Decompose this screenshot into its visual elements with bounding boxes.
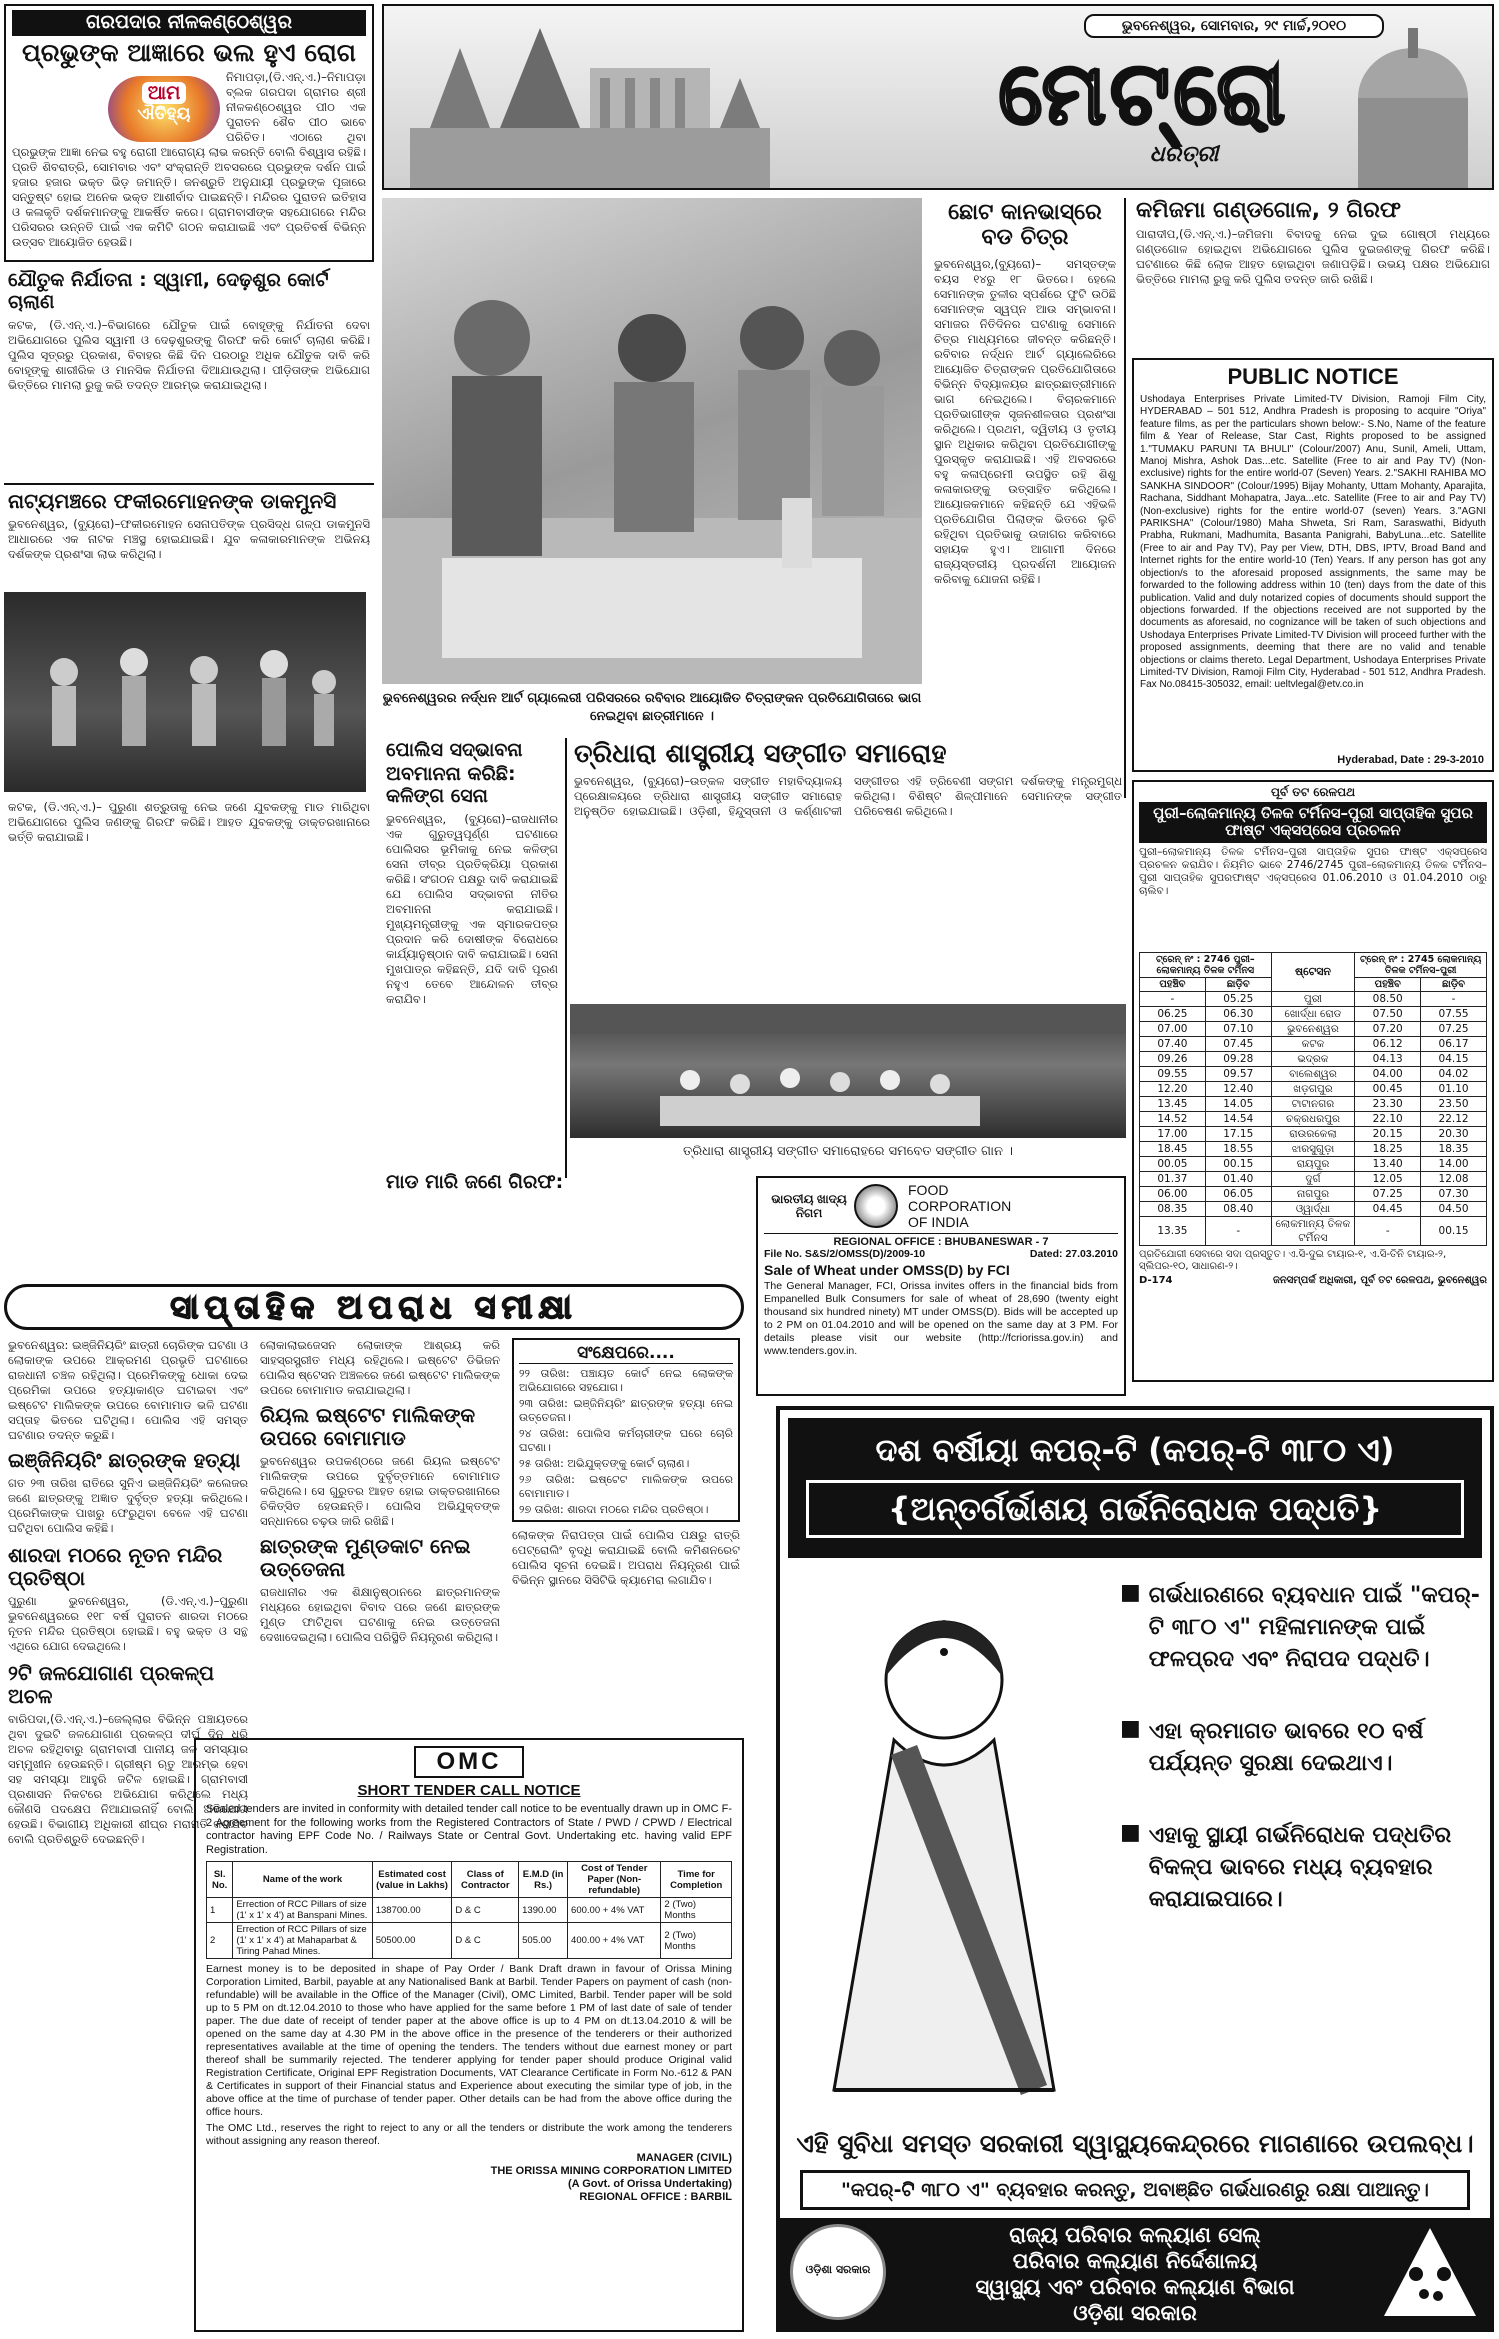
time-cell: 07.45 xyxy=(1205,1036,1271,1051)
story-headline: ଛୋଟ କାନଭାସ୍‌ରେ ବଡ ଚିତ୍ର xyxy=(948,200,1102,251)
notice-body: Ushodaya Enterprises Private Limited-TV Division, Ramoji Film City, HYDERABAD – 501 512, Andhra Pradesh is proposing to acquire "Oriya" feature films, as per the particulars shown below:- S.No, Name of the feature film & Year of Release, Star Cast, Rights proposed to be assigned 1."TUMAKU PARUNI TA BHULI" (Colour/2007) Anu, Sunil, Ameli, Uttam, Manoj Mishra, Ashok Das...etc. Satellite (Free to air and Pay TV) (Non-exclusive) rights for the entire world-07 (Seven) Years. 2."SAKHI RAHIBA MO SANKHA SINDOOR" (Colour/1995) Bijay Mohanty, Uttam Mohanty, Aparajita, Rachana, Siddhant Mohapatra, Jaya...etc. Satellite (Free to air and Pay TV) (Non-exclusive) rights for the entire world-07 (seven) Years. 3."AGNI PARIKSHA" (Colour/1980) Maha Shweta, Sri Ram, Saraswathi, Bidyuth Prabha, Rukmani, Madhumita, Basanta Panigrahi, BabyLuna...etc. Satellite (Free to air and Pay TV), Pay per View, DTH, DBS, IPTV, Broad Band and Internet rights for the entire world-10 (Ten) Years. If any person has got any objection/s to the aforesaid proposed assignments, the same may be forwarded to the following address within 10 (ten) days from the date of this publication. Valid and duly notarized copies of documents should support the objections forwarded. If the objections received are not supported by the documents as aforesaid, no cognizance will be taken of such objections and Ushodaya Enterprises Private Limited-TV Division will proceed further with the proposed assignments, deeming that there are no valid and tenable objections or claims thereto. Legal Department, Ushodaya Enterprises Private Limited-TV Division, Ramoji Film City, Hyderabad - 501 512, Andhra Pradesh. Fax No.08415-305032, email: ueltvlegal@etv.co.in xyxy=(1140,394,1486,691)
station-cell: ଓ୍ୱାର୍ଦ୍ଧା xyxy=(1271,1201,1355,1216)
story-headline: ଯୌତୁକ ନିର୍ଯାତନା : ସ୍ୱାମୀ, ଦେଢ଼ଶୁର କୋର୍ଟ ଚାଲାଣ xyxy=(8,269,329,313)
brief-item: ୨୬ ତାରିଖ: ଇଷ୍ଟେଟ ମାଲିକଙ୍କ ଉପରେ ବୋମାମାଡ। xyxy=(519,1473,733,1500)
time-cell: 13.35 xyxy=(1140,1216,1206,1245)
story-headline: ନାଟ୍ୟମଞ୍ଚରେ ଫକୀରମୋହନଙ୍କ ଡାକମୁନସି xyxy=(8,489,337,513)
crime-body-1: ଗତ ୨୩ ତାରିଖ ରାତିରେ ସୁନିଏ ଇଞ୍ଜିନିୟରିଂ କଲେଜର ଜଣେ ଛାତ୍ରଙ୍କୁ ଅଜ୍ଞାତ ଦୁର୍ବୃତ୍ତ ହତ୍ୟା କରିଥିଲେ। ପ୍ରେମିକାଙ୍କ ପାଖରୁ ଫେରୁଥିବା ବେଳେ ଏହି ଘଟଣା ଘଟିଥିବା ପୋଲିସ କହିଛି। xyxy=(8,1476,248,1535)
notice-date: Hyderabad, Date : 29-3-2010 xyxy=(1337,754,1484,766)
time-cell: 12.40 xyxy=(1205,1081,1271,1096)
brief-item: ୨୫ ତାରିଖ: ଅଭିଯୁକ୍ତଙ୍କୁ କୋର୍ଟ ଚାଲାଣ। xyxy=(519,1457,690,1470)
train-left-title: ଟ୍ରେନ୍ ନଂ : 2746 ପୁରୀ–ଲୋକମାନ୍ୟ ତିଳକ ଟର୍ମିନସ xyxy=(1140,952,1272,977)
fci-office: REGIONAL OFFICE : BHUBANESWAR - 7 xyxy=(833,1236,1049,1248)
time-cell: 06.12 xyxy=(1355,1036,1421,1051)
crime-sub-3: ୨ଟି ଜଳଯୋଗାଣ ପ୍ରକଳ୍ପ ଅଚଳ xyxy=(8,1661,215,1708)
omc-cell: 50500.00 xyxy=(372,1923,452,1959)
station-cell: ରାୟପୁର xyxy=(1271,1156,1355,1171)
crime-body-3: ବାରିପଦା,(ଡି.ଏନ୍.ଏ.)–ଜେଲ୍ଲାର ବିଭିନ୍ନ ପଞ୍ଚାୟତରେ ଥିବା ଦୁଇଟି ଜଳଯୋଗାଣ ପ୍ରକଳ୍ପ ଦୀର୍ଘ ଦିନ ଧରି ଅଚଳ ରହିଥିବାରୁ ଗ୍ରାମବାସୀ ପାନୀୟ ଜଳ ସମସ୍ୟାର ସମ୍ମୁଖୀନ ହେଉଛନ୍ତି। ଗ୍ରୀଷ୍ମ ଋତୁ ଆରମ୍ଭ ହେବା ସହ ସମସ୍ୟା ଆହୁରି ଜଟିଳ ହୋଇଛି। ଗ୍ରାମବାସୀ ପ୍ରଶାସନ ନିକଟରେ ଅଭିଯୋଗ କରିଥିଲେ ମଧ୍ୟ କୌଣସି ପଦକ୍ଷେପ ନିଆଯାଇନାହିଁ ବୋଲି ଅଭିଯୋଗ ହେଉଛି। ବିଭାଗୀୟ ଅଧିକାରୀ ଶୀଘ୍ର ମରାମତି କରାଯିବ ବୋଲି ପ୍ରତିଶ୍ରୁତି ଦେଇଛନ୍ତି। xyxy=(8,1712,248,1846)
omc-header-cell: Class of Contractor xyxy=(452,1862,519,1898)
timetable-row xyxy=(1140,1126,1487,1141)
omc-table-header xyxy=(207,1862,732,1898)
col-arrival: ପହଞ୍ଚିବ xyxy=(1355,977,1421,991)
fci-org-1: FOOD xyxy=(908,1182,949,1198)
story-body: ନିମାପଡ଼ା,(ଡି.ଏନ୍.ଏ.)–ନିମାପଡ଼ା ବ୍ଲକ ଗରପଦା ଗ୍ରାମର ଶ୍ରୀ ନୀଳକଣ୍ଠେଶ୍ୱର ପୀଠ ଏକ ପୁରାତନ ଶୈବ ପୀଠ ଭାବେ ପରିଚିତ। ଏଠାରେ ଥିବା ପ୍ରଭୁଙ୍କ ଆଜ୍ଞା ନେଇ ବହୁ ରୋଗୀ ଆରୋଗ୍ୟ ଲାଭ କରନ୍ତି ବୋଲି ବିଶ୍ୱାସ ରହିଛି। ପ୍ରତି ଶିବରାତ୍ରି, ସୋମବାର ଏବଂ ସଂକ୍ରାନ୍ତି ଅବସରରେ ପ୍ରଭୁଙ୍କ ଦର୍ଶନ ପାଇଁ ହଜାର ହଜାର ଭକ୍ତ ଭିଡ଼ ଜମାନ୍ତି। ଜନଶ୍ରୁତି ଅନୁଯାୟୀ ପ୍ରଭୁଙ୍କ ପୂଜାରେ ସନ୍ତୁଷ୍ଟ ହୋଇ ଅନେକ ଭକ୍ତ ଆଶୀର୍ବାଦ ପାଇଛନ୍ତି। ମନ୍ଦିରର ପୁରାତନ ଇତିହାସ ଓ କଳାକୃତି ଦର୍ଶକମାନଙ୍କୁ ଆକର୍ଷିତ କରେ। ଗ୍ରାମବାସୀଙ୍କ ସହଯୋଗରେ ମନ୍ଦିର ପରିସରର ଉନ୍ନତି ପାଇଁ ଏକ କମିଟି ଗଠନ କରାଯାଇଛି ଏବଂ ପ୍ରତିବର୍ଷ ବିଭିନ୍ନ ଉତ୍ସବ ଆୟୋଜିତ ହେଉଛି। xyxy=(12,69,366,249)
time-cell: 06.30 xyxy=(1205,1006,1271,1021)
time-cell: 01.40 xyxy=(1205,1171,1271,1186)
time-cell: 17.15 xyxy=(1205,1126,1271,1141)
railway-ref-right: ଜନସମ୍ପର୍କ ଅଧିକାରୀ, ପୂର୍ବ ତଟ ରେଳପଥ, ଭୁବନେଶ୍ୱର xyxy=(1272,1274,1487,1286)
omc-header-cell: Name of the work xyxy=(233,1862,372,1898)
music-concert-photo xyxy=(570,1004,1126,1138)
ad-bullet: ■ ଏହା କ୍ରମାଗତ ଭାବରେ ୧୦ ବର୍ଷ ପର୍ଯ୍ୟନ୍ତ ସୁରକ୍ଷା ଦେଇଥାଏ। xyxy=(1120,1716,1480,1780)
timetable-row xyxy=(1140,1096,1487,1111)
time-cell: 23.50 xyxy=(1421,1096,1487,1111)
railway-kicker: ପୂର୍ବ ତଟ ରେଳପଥ xyxy=(1270,785,1356,799)
story-continued xyxy=(4,798,374,908)
station-cell: ପୁରୀ xyxy=(1271,991,1355,1006)
public-notice xyxy=(1132,358,1494,772)
painting-competition-photo xyxy=(382,198,922,684)
crime-body-2: ପୁରୁଣା ଭୁବନେଶ୍ୱର, (ଡି.ଏନ୍.ଏ.)–ପୁରୁଣା ଭୁବନେଶ୍ୱରରେ ୧୧୮ ବର୍ଷ ପୁରାତନ ଶାରଦା ମଠରେ ନୂତନ ମନ୍ଦିର ପ୍ରତିଷ୍ଠା ହୋଇଛି। ବହୁ ଭକ୍ତ ଓ ସନ୍ଥ ଏଥିରେ ଯୋଗ ଦେଇଥିଲେ। xyxy=(8,1594,248,1653)
station-cell: ଖୋର୍ଦ୍ଧା ରୋଡ xyxy=(1271,1006,1355,1021)
briefs-title: ସଂକ୍ଷେପରେ.... xyxy=(519,1343,733,1364)
station-cell: ଭଦ୍ରକ xyxy=(1271,1051,1355,1066)
ad-headline-2: {ଅନ୍ତର୍ଗର୍ଭାଶୟ ଗର୍ଭନିରୋଧକ ପଦ୍ଧତି} xyxy=(806,1480,1464,1538)
crime-sub-2: ଶାରଦା ମଠରେ ନୂତନ ମନ୍ଦିର ପ୍ରତିଷ୍ଠା xyxy=(8,1543,223,1590)
time-cell: 08.40 xyxy=(1205,1201,1271,1216)
briefs-tail: ଲୋକଙ୍କ ନିରାପତ୍ତା ପାଇଁ ପୋଲିସ ପକ୍ଷରୁ ରାତ୍ରି ପେଟ୍ରୋଲିଂ ବୃଦ୍ଧି କରାଯାଇଛି ବୋଲି କମିଶନରେଟ ପୋଲିସ ସୂଚନା ଦେଇଛି। ଅପରାଧ ନିୟନ୍ତ୍ରଣ ପାଇଁ ବିଭିନ୍ନ ସ୍ଥାନରେ ସିସିଟିଭି କ୍ୟାମେରା ଲଗାଯିବ। xyxy=(512,1528,740,1587)
photo-caption: ତ୍ରିଧାରା ଶାସ୍ତ୍ରୀୟ ସଙ୍ଗୀତ ସମାରୋହରେ ସମବେତ ସଙ୍ଗୀତ ଗାନ । xyxy=(683,1144,1013,1159)
time-cell: 00.15 xyxy=(1205,1156,1271,1171)
timetable-row xyxy=(1140,1141,1487,1156)
woman-illustration xyxy=(794,1590,1094,2110)
omc-cell: 2 (Two) Months xyxy=(661,1923,732,1959)
timetable-row xyxy=(1140,1036,1487,1051)
timetable-row xyxy=(1140,1021,1487,1036)
time-cell: 07.55 xyxy=(1421,1006,1487,1021)
omc-sig-3: (A Govt. of Orissa Undertaking) xyxy=(567,2178,732,2190)
ad-headline-1: ଦଶ ବର୍ଷୀୟା କପର୍-ଟି (କପର୍-ଟି ୩୮୦ ଏ) xyxy=(875,1431,1395,1469)
photo-caption: ଭୁବନେଶ୍ୱରର ନର୍ଦ୍ଧନ ଆର୍ଟ ଗ୍ୟାଲେରୀ ପରିସରରେ ରବିବାର ଆୟୋଜିତ ଚିତ୍ରାଙ୍କନ ପ୍ରତିଯୋଗିତାରେ ଭାଗ ନେଇଥିବା ଛାତ୍ରୀମାନେ । xyxy=(382,691,922,724)
masthead xyxy=(382,4,1494,190)
singers xyxy=(570,1004,1126,1138)
time-cell: 06.17 xyxy=(1421,1036,1487,1051)
omc-cell: 400.00 + 4% VAT xyxy=(568,1923,661,1959)
crime-banner-text: ସାପ୍ତାହିକ ଅପରାଧ ସମୀକ୍ଷା xyxy=(170,1288,578,1326)
timetable-row xyxy=(1140,1171,1487,1186)
omc-table-row xyxy=(207,1923,732,1959)
dateline: ଭୁବନେଶ୍ୱର, ସୋମବାର, ୨୯ ମାର୍ଚ୍ଚ,୨୦୧୦ xyxy=(1084,14,1384,38)
state-seal-icon: ଓଡ଼ିଶା ସରକାର xyxy=(790,2224,886,2320)
omc-header-cell: Estimated cost (value in Lakhs) xyxy=(372,1862,452,1898)
omc-sig-1: MANAGER (CIVIL) xyxy=(636,2152,732,2164)
time-cell: - xyxy=(1140,991,1206,1006)
time-cell: 14.05 xyxy=(1205,1096,1271,1111)
time-cell: 04.15 xyxy=(1421,1051,1487,1066)
timetable-body xyxy=(1140,991,1487,1245)
time-cell: 18.35 xyxy=(1421,1141,1487,1156)
story-body: କଟକ, (ଡି.ଏନ୍.ଏ.)–ବିଭାଗରେ ଯୌତୁକ ପାଇଁ ବୋହୂଙ୍କୁ ନିର୍ଯାତନା ଦେବା ଅଭିଯୋଗରେ ପୁଲିସ ସ୍ୱାମୀ ଓ ଦେଢ଼ଶୁରଙ୍କୁ ଗିରଫ କରି କୋର୍ଟ ଚାଲାଣ କରିଛି। ପୁଲିସ ସୂତ୍ରରୁ ପ୍ରକାଶ, ବିବାହର କିଛି ଦିନ ପରଠାରୁ ଅଧିକ ଯୌତୁକ ଦାବି କରି ବୋହୂଙ୍କୁ ଶାରୀରିକ ଓ ମାନସିକ ନିର୍ଯାତନା ଦିଆଯାଉଥିଲା। ପୀଡ଼ିତାଙ୍କ ଅଭିଯୋଗ ଭିତ୍ତିରେ ମାମଲା ରୁଜୁ କରି ତଦନ୍ତ ଆରମ୍ଭ କରାଯାଇଥିଲା। xyxy=(8,317,370,392)
time-cell: 07.30 xyxy=(1421,1186,1487,1201)
time-cell: 09.57 xyxy=(1205,1066,1271,1081)
timetable-row xyxy=(1140,1066,1487,1081)
timetable-row xyxy=(1140,1201,1487,1216)
brief-item: ୨୨ ତାରିଖ: ପଞ୍ଚାୟତ କୋର୍ଟ ନେଇ ଲୋକଙ୍କ ଅଭିଯୋଗରେ ସହଯୋଗ। xyxy=(519,1367,733,1394)
time-cell: 07.50 xyxy=(1355,1006,1421,1021)
fci-body: The General Manager, FCI, Orissa invites offers in the financial bids from Empanelled Bulk Consumers for sale of wheat of 28,690 (twenty eight thousand six hundred ninety) MT under OMSS(D). Bids will be accepted up to 2 PM on 01.04.2010 and will be opened on the same day at 3 PM. For details please visit our website (http://fcriorissa.gov.in) and www.tenders.gov.in. xyxy=(764,1280,1118,1357)
story-body: ଭୁବନେଶ୍ୱର, (ବ୍ୟୁରୋ)–ଉତ୍କଳ ସଙ୍ଗୀତ ମହାବିଦ୍ୟାଳୟ ପ୍ରେକ୍ଷାଳୟରେ ତ୍ରିଧାରା ଶାସ୍ତ୍ରୀୟ ସଙ୍ଗୀତ ସମାରୋହ ଅନୁଷ୍ଠିତ ହୋଇଯାଇଛି। ଓଡ଼ିଶୀ, ହିନ୍ଦୁସ୍ତାନୀ ଓ କର୍ଣ୍ଣାଟକୀ ସଙ୍ଗୀତର ଏହି ତ୍ରିବେଣୀ ସଙ୍ଗମ ଦର୍ଶକଙ୍କୁ ମନ୍ତ୍ରମୁଗ୍ଧ କରିଥିଲା। ବିଶିଷ୍ଟ ଶିଳ୍ପୀମାନେ ସେମାନଙ୍କ ସଙ୍ଗୀତ ପରିବେଷଣ କରିଥିଲେ। xyxy=(574,773,1122,818)
dome-illustration xyxy=(1338,8,1488,190)
notice-title: PUBLIC NOTICE xyxy=(1227,364,1399,389)
divider xyxy=(4,483,374,485)
ad-availability: ଏହି ସୁବିଧା ସମସ୍ତ ସରକାରୀ ସ୍ୱାସ୍ଥ୍ୟକେନ୍ଦ୍ରରେ ମାଗଣାରେ ଉପଲବ୍ଧ। xyxy=(796,2129,1474,2158)
time-cell: 20.15 xyxy=(1355,1126,1421,1141)
story-kalinga-sena xyxy=(382,738,562,1178)
badge-top: ଆମ xyxy=(142,82,187,104)
omc-cell: 1390.00 xyxy=(519,1898,568,1923)
story-neelkantheswar xyxy=(4,4,374,262)
copper-t-advertisement xyxy=(776,1406,1494,2332)
time-cell: - xyxy=(1355,1216,1421,1245)
omc-cell: Errection of RCC Pillars of size (1' x 1' x 4') at Mahaparbat & Tiring Pahad Mines. xyxy=(233,1923,372,1959)
divider xyxy=(1124,198,1126,798)
time-cell: 04.13 xyxy=(1355,1051,1421,1066)
omc-title: SHORT TENDER CALL NOTICE xyxy=(357,1782,581,1799)
drama-photo xyxy=(4,592,366,792)
brief-item: ୨୪ ତାରିଖ: ପୋଲିସ କର୍ମଚାରୀଙ୍କ ଘରେ ଚୋରି ଘଟଣା। xyxy=(519,1427,733,1454)
omc-cell: 505.00 xyxy=(519,1923,568,1959)
time-cell: 07.10 xyxy=(1205,1021,1271,1036)
crime-column-2 xyxy=(256,1336,504,1736)
omc-body: Earnest money is to be deposited in shape of Pay Order / Bank Draft drawn in favour of Orissa Mining Corporation Limited, Barbil, payable at any Nationalised Bank at Barbil. Tender Papers on payment of cash (non-refundable) will be available in the Office of the Manager (Civil), OMC Limited, Barbil. Tender paper will be sold up to 5 PM on dt.12.04.2010 to those who have applied for the same before 1 PM of last date of sale of tender paper. The due date of receipt of tender paper at the above office is up to 4 PM on dt.13.04.2010 & will be opened on the same day at 4.30 PM in the above office in the presence of the tenderers or their authorized representatives available at the time of opening the tenders. The tenders without due earnest money or part thereof shall be summarily rejected. The tenderer applying for tender paper should produce Original valid Registration Certificate, Original EPF Registration Documents, VAT Clearance Certificate in Form No.-612 & PAN & Certificates in support of their Financial status and Experience about executing the similar type of job, in the above office at the time of purchase of tender paper. Other details can be had from the above office during the office hours. xyxy=(206,1963,732,2118)
masthead-title: ମେଟ୍ରୋ xyxy=(998,44,1290,144)
briefs-panel xyxy=(512,1338,740,1522)
time-cell: 14.54 xyxy=(1205,1111,1271,1126)
station-cell: ଭୁବନେଶ୍ୱର xyxy=(1271,1021,1355,1036)
railway-headline: ପୁରୀ–ଲୋକମାନ୍ୟ ତିଳକ ଟର୍ମିନସ–ପୁରୀ ସାପ୍ତାହିକ ସୁପର ଫାଷ୍ଟ ଏକ୍ସପ୍ରେସ ପ୍ରଚଳନ xyxy=(1139,802,1487,843)
time-cell: 06.00 xyxy=(1140,1186,1206,1201)
time-cell: 00.15 xyxy=(1421,1216,1487,1245)
story-headline: ପ୍ରଭୁଙ୍କ ଆଜ୍ଞାରେ ଭଲ ହୁଏ ରୋଗ xyxy=(22,37,356,67)
omc-intro: Sealed tenders are invited in conformity with detailed tender call notice to be eventually drawn up in OMC F-2 Agreement for the following works from the Registered Contractors of State / PWD / CPWD / Electrical contractor having EPF Code No. / Railways State or Central Govt. Undertaking etc. having valid EPF Registration. xyxy=(206,1803,732,1856)
station-cell: କଟକ xyxy=(1271,1036,1355,1051)
crime-body-5: ରାଜଧାନୀର ଏକ ଶିକ୍ଷାନୁଷ୍ଠାନରେ ଛାତ୍ରମାନଙ୍କ ମଧ୍ୟରେ ହୋଇଥିବା ବିବାଦ ପରେ ଜଣେ ଛାତ୍ରଙ୍କ ମୁଣ୍ଡ ଫାଟିଥିବା ଘଟଣାକୁ ନେଇ ଉତ୍ତେଜନା ଦେଖାଦେଇଥିଲା। ପୋଲିସ ପରିସ୍ଥିତି ନିୟନ୍ତ୍ରଣ କରିଥିଲା। xyxy=(260,1585,500,1644)
story-dowry xyxy=(4,268,374,482)
fci-notice xyxy=(756,1176,1126,1396)
fci-emblem-icon xyxy=(854,1184,898,1228)
family-welfare-logo-icon xyxy=(1380,2224,1480,2320)
timetable-row xyxy=(1140,1216,1487,1245)
station-cell: ରାଉରକେଲା xyxy=(1271,1126,1355,1141)
divider xyxy=(565,738,567,1178)
fci-date: Dated: 27.03.2010 xyxy=(1029,1248,1118,1260)
time-cell: - xyxy=(1421,991,1487,1006)
temple-illustration xyxy=(390,8,790,190)
railway-footer: ପ୍ରତିଯୋଗୀ ସେବାରେ ସଦା ପ୍ରସ୍ତୁତ। ଏ.ସି-ଦୁଇ ଟାୟାର-୧, ଏ.ସି-ତିନି ଟାୟାର-୨, ସ୍ଲିପର-୧୦, ସାଧାରଣ-୨। xyxy=(1139,1248,1447,1272)
briefs-box xyxy=(508,1336,744,1736)
crime-body-4: ଭୁବନେଶ୍ୱର ଉପକଣ୍ଠରେ ଜଣେ ରିୟଲ ଇଷ୍ଟେଟ ମାଲିକଙ୍କ ଉପରେ ଦୁର୍ବୃତ୍ତମାନେ ବୋମାମାଡ କରିଥିଲେ। ସେ ଗୁରୁତର ଆହତ ହୋଇ ଡାକ୍ତରଖାନାରେ ଚିକିତ୍ସିତ ହେଉଛନ୍ତି। ପୋଲିସ ଅଭିଯୁକ୍ତଙ୍କ ସନ୍ଧାନରେ ଚଢ଼ଉ ଜାରି ରଖିଛି। xyxy=(260,1454,500,1528)
time-cell: 09.28 xyxy=(1205,1051,1271,1066)
time-cell: 18.55 xyxy=(1205,1141,1271,1156)
train-timetable xyxy=(1139,952,1487,1246)
omc-cell: 600.00 + 4% VAT xyxy=(568,1898,661,1923)
story-body: ଭୁବନେଶ୍ୱର, (ବ୍ୟୁରୋ)–ଫକୀରମୋହନ ସେନାପତିଙ୍କ ପ୍ରସିଦ୍ଧ ଗଳ୍ପ ଡାକମୁନସି ଆଧାରରେ ଏକ ନାଟକ ମଞ୍ଚସ୍ଥ ହୋଇଯାଇଛି। ଯୁବ କଳାକାରମାନଙ୍କ ଅଭିନୟ ଦର୍ଶକଙ୍କ ପ୍ରଶଂସା ଲାଭ କରିଥିଲା। xyxy=(8,517,370,561)
time-cell: 00.05 xyxy=(1140,1156,1206,1171)
ad-footer-1: ରାଜ୍ୟ ପରିବାର କଲ୍ୟାଣ ସେଲ୍ xyxy=(1009,2223,1261,2247)
station-header: ଷ୍ଟେସନ xyxy=(1271,952,1355,991)
fci-org-3: OF INDIA xyxy=(908,1214,969,1230)
time-cell: 12.08 xyxy=(1421,1171,1487,1186)
omc-table-row xyxy=(207,1898,732,1923)
time-cell: 06.05 xyxy=(1205,1186,1271,1201)
time-cell: 13.45 xyxy=(1140,1096,1206,1111)
omc-sig-4: REGIONAL OFFICE : BARBIL xyxy=(579,2191,732,2203)
ad-footer-3: ସ୍ୱାସ୍ଥ୍ୟ ଏବଂ ପରିବାର କଲ୍ୟାଣ ବିଭାଗ xyxy=(975,2275,1295,2299)
time-cell: 14.00 xyxy=(1421,1156,1487,1171)
fci-logo: ଭାରତୀୟ ଖାଦ୍ୟ ନିଗମ xyxy=(771,1192,847,1220)
time-cell: 12.20 xyxy=(1140,1081,1206,1096)
fci-title: Sale of Wheat under OMSS(D) by FCI xyxy=(764,1262,1010,1278)
bullet-icon: ■ xyxy=(1120,1580,1141,1605)
omc-header-cell: Sl. No. xyxy=(207,1862,233,1898)
ad-footer-2: ପରିବାର କଲ୍ୟାଣ ନିର୍ଦ୍ଦେଶାଳୟ xyxy=(1012,2249,1258,2273)
masthead-subtitle: ଧରିତ୍ରୀ xyxy=(1149,142,1219,167)
time-cell: 07.00 xyxy=(1140,1021,1206,1036)
time-cell: 04.50 xyxy=(1421,1201,1487,1216)
station-cell: ଲୋକମାନ୍ୟ ତିଳକ ଟର୍ମିନସ xyxy=(1271,1216,1355,1245)
station-cell: ନାଗପୁର xyxy=(1271,1186,1355,1201)
station-cell: ଦୁର୍ଗ xyxy=(1271,1171,1355,1186)
time-cell: 07.40 xyxy=(1140,1036,1206,1051)
story-headline-2: ଅବମାନନା କରିଛି: କଳିଙ୍ଗ ସେନା xyxy=(386,762,516,807)
story-kicker: ଗରପଦାର ନୀଳକଣ୍ଠେଶ୍ୱର xyxy=(12,10,366,36)
story-dakmunsi xyxy=(4,488,374,588)
time-cell: 18.25 xyxy=(1355,1141,1421,1156)
omc-table-body xyxy=(207,1898,732,1959)
railway-notice xyxy=(1132,780,1494,1382)
omc-logo: OMC xyxy=(414,1746,524,1778)
bullet-icon: ■ xyxy=(1120,1820,1141,1845)
time-cell: 09.26 xyxy=(1140,1051,1206,1066)
time-cell: 04.02 xyxy=(1421,1066,1487,1081)
time-cell: 04.45 xyxy=(1355,1201,1421,1216)
story-body: କଟକ, (ଡି.ଏନ୍.ଏ.)– ପୁରୁଣା ଶତ୍ରୁତାକୁ ନେଇ ଜଣେ ଯୁବକଙ୍କୁ ମାଡ ମାରିଥିବା ଅଭିଯୋଗରେ ପୁଲିସ ଜଣଙ୍କୁ ଗିରଫ କରିଛି। ଆହତ ଯୁବକଙ୍କୁ ଡାକ୍ତରଖାନାରେ ଭର୍ତ୍ତି କରାଯାଇଛି। xyxy=(8,800,370,844)
time-cell: 01.10 xyxy=(1421,1081,1487,1096)
time-cell: 13.40 xyxy=(1355,1156,1421,1171)
omc-cell: 1 xyxy=(207,1898,233,1923)
time-cell: 22.12 xyxy=(1421,1111,1487,1126)
story-assault-arrest xyxy=(382,1170,752,1248)
time-cell: 17.00 xyxy=(1140,1126,1206,1141)
col-departure: ଛାଡ଼ିବ xyxy=(1421,977,1487,991)
time-cell: 01.37 xyxy=(1140,1171,1206,1186)
station-cell: ଖଡ଼ଗପୁର xyxy=(1271,1081,1355,1096)
omc-sig-2: THE ORISSA MINING CORPORATION LIMITED xyxy=(490,2165,732,2177)
omc-tender-notice xyxy=(194,1738,744,2332)
time-cell: 14.52 xyxy=(1140,1111,1206,1126)
story-body: ଭୁବନେଶ୍ୱର,(ବ୍ୟୁରୋ)– ସମସ୍ତଙ୍କ ବୟସ ୧୪ରୁ ୧୮ ଭିତରେ। ହେଲେ ସେମାନଙ୍କ ତୁଳୀର ସ୍ପର୍ଶରେ ଫୁଟି ଉଠିଛି ସେମାନଙ୍କ ସ୍ୱପ୍ନ ଆଉ ସମ୍ଭାବନା। ସମାଜର ନିତିଦିନର ଘଟଣାକୁ ସେମାନେ ଚିତ୍ର ମାଧ୍ୟମରେ ଜୀବନ୍ତ କରିଛନ୍ତି। ରବିବାର ନର୍ଦ୍ଧନ ଆର୍ଟ ଗ୍ୟାଲେରିରେ ଆୟୋଜିତ ଚିତ୍ରାଙ୍କନ ପ୍ରତିଯୋଗିତାରେ ବିଭିନ୍ନ ବିଦ୍ୟାଳୟର ଛାତ୍ରଛାତ୍ରୀମାନେ ଭାଗ ନେଇଥିଲେ। ବିଚାରକମାନେ ପ୍ରତିଭାଗୀଙ୍କ ସୃଜନଶୀଳତାର ପ୍ରଶଂସା କରିଥିଲେ। ପ୍ରଥମ, ଦ୍ୱିତୀୟ ଓ ତୃତୀୟ ସ୍ଥାନ ଅଧିକାର କରିଥିବା ପ୍ରତିଯୋଗୀଙ୍କୁ ପୁରସ୍କୃତ କରାଯାଇଛି। ଏହି ଅବସରରେ ବହୁ କଳାପ୍ରେମୀ ଉପସ୍ଥିତ ରହି ଶିଶୁ କଳାକାରଙ୍କୁ ଉତ୍ସାହିତ କରିଥିଲେ। ଆୟୋଜକମାନେ କହିଛନ୍ତି ଯେ ଏହିଭଳି ପ୍ରତିଯୋଗିତା ପିଲାଙ୍କ ଭିତରେ ଲୁଚି ରହିଥିବା ପ୍ରତିଭାକୁ ଉଜାଗର କରିବାରେ ସହାୟକ ହୁଏ। ଆଗାମୀ ଦିନରେ ରାଜ୍ୟସ୍ତରୀୟ ପ୍ରଦର୍ଶନୀ ଆୟୋଜନ କରିବାକୁ ଯୋଜନା ରହିଛି। xyxy=(934,256,1116,586)
time-cell: 04.00 xyxy=(1355,1066,1421,1081)
timetable-row xyxy=(1140,1051,1487,1066)
time-cell: 07.25 xyxy=(1421,1021,1487,1036)
time-cell: 08.50 xyxy=(1355,991,1421,1006)
omc-cell: D & C xyxy=(452,1923,519,1959)
time-cell: 23.30 xyxy=(1355,1096,1421,1111)
omc-cell: D & C xyxy=(452,1898,519,1923)
story-land-dispute xyxy=(1132,196,1494,356)
brief-item: ୨୭ ତାରିଖ: ଶାରଦା ମଠରେ ମନ୍ଦିର ପ୍ରତିଷ୍ଠା। xyxy=(519,1503,709,1516)
omc-tender-table xyxy=(206,1861,732,1959)
time-cell: 20.30 xyxy=(1421,1126,1487,1141)
omc-header-cell: Time for Completion xyxy=(661,1862,732,1898)
actors-figures xyxy=(4,592,366,792)
col-departure: ଛାଡ଼ିବ xyxy=(1205,977,1271,991)
omc-header-cell: Cost of Tender Paper (Non-refundable) xyxy=(568,1862,661,1898)
omc-cell: Errection of RCC Pillars of size (1' x 1' x 4') at Banspani Mines. xyxy=(233,1898,372,1923)
time-cell: 00.45 xyxy=(1355,1081,1421,1096)
fci-org-2: CORPORATION xyxy=(908,1198,1012,1214)
ad-footer-4: ଓଡ଼ିଶା ସରକାର xyxy=(1073,2301,1197,2325)
time-cell: 08.35 xyxy=(1140,1201,1206,1216)
station-cell: ଝାରସୁଗୁଡ଼ା xyxy=(1271,1141,1355,1156)
story-body: ପାରାଦୀପ,(ଡି.ଏନ୍.ଏ.)–ଜମିଜମା ବିବାଦକୁ ନେଇ ଦୁଇ ଗୋଷ୍ଠୀ ମଧ୍ୟରେ ଗଣ୍ଡଗୋଳ ହୋଇଥିବା ଅଭିଯୋଗରେ ପୁଲିସ ଦୁଇଜଣଙ୍କୁ ଗିରଫ କରିଛି। ଘଟଣାରେ କିଛି ଲୋକ ଆହତ ହୋଇଥିବା ଜଣାପଡ଼ିଛି। ଉଭୟ ପକ୍ଷର ଅଭିଯୋଗ ଭିତ୍ତିରେ ମାମଲା ରୁଜୁ କରି ପୁଲିସ ତଦନ୍ତ ଜାରି ରଖିଛି। xyxy=(1136,227,1490,287)
railway-body: ପୁରୀ–ଲୋକମାନ୍ୟ ତିଳକ ଟର୍ମିନସ–ପୁରୀ ସାପ୍ତାହିକ ସୁପର ଫାଷ୍ଟ ଏକ୍ସପ୍ରେସ ପ୍ରଚଳନ କରାଯିବ। ନିୟମିତ ଭାବେ 2746/2745 ପୁରୀ–ଲୋକମାନ୍ୟ ତିଳକ ଟର୍ମିନସ–ପୁରୀ ସାପ୍ତାହିକ ସୁପରଫାଷ୍ଟ ଏକ୍ସପ୍ରେସ 01.06.2010 ଓ 01.04.2010 ଠାରୁ ଚାଲିବ। xyxy=(1139,845,1487,897)
ad-bullet: ■ ଗର୍ଭଧାରଣରେ ବ୍ୟବଧାନ ପାଇଁ "କପର୍-ଟି ୩୮୦ ଏ" ମହିଳାମାନଙ୍କ ପାଇଁ ଫଳପ୍ରଦ ଏବଂ ନିରାପଦ ପଦ୍ଧତି। xyxy=(1120,1580,1480,1676)
col-arrival: ପହଞ୍ଚିବ xyxy=(1140,977,1206,991)
story-headline: ମାଡ ମାରି ଜଣେ ଗିରଫ: xyxy=(386,1171,564,1193)
crime-review-banner xyxy=(4,1284,744,1330)
ad-header xyxy=(788,1418,1482,1558)
time-cell: 07.20 xyxy=(1355,1021,1421,1036)
time-cell: 05.25 xyxy=(1205,991,1271,1006)
railway-ref: D-174 xyxy=(1139,1274,1173,1286)
story-headline: କମିଜମା ଗଣ୍ଡଗୋଳ, ୨ ଗିରଫ xyxy=(1136,198,1402,223)
omc-header-cell: E.M.D (in Rs.) xyxy=(519,1862,568,1898)
badge-bottom: ଐତିହ୍ୟ xyxy=(137,103,191,124)
time-cell: 07.25 xyxy=(1355,1186,1421,1201)
timetable-row xyxy=(1140,1111,1487,1126)
timetable-row xyxy=(1140,1156,1487,1171)
story-body: ଭୁବନେଶ୍ୱର, (ବ୍ୟୁରୋ)–ରାଜଧାନୀର ଏକ ଗୁରୁତ୍ୱପୂର୍ଣ୍ଣ ଘଟଣାରେ ପୋଲିସର ଭୂମିକାକୁ ନେଇ କଳିଙ୍ଗ ସେନା ତୀବ୍ର ପ୍ରତିକ୍ରିୟା ପ୍ରକାଶ କରିଛି। ସଂଗଠନ ପକ୍ଷରୁ ଦାବି କରାଯାଇଛି ଯେ ପୋଲିସ ସଦ୍ଭାବନା ନୀତିର ଅବମାନନା କରାଯାଇଛି। ମୁଖ୍ୟମନ୍ତ୍ରୀଙ୍କୁ ଏକ ସ୍ମାରକପତ୍ର ପ୍ରଦାନ କରି ଦୋଷୀଙ୍କ ବିରୋଧରେ କାର୍ଯ୍ୟାନୁଷ୍ଠାନ ଦାବି କରାଯାଇଛି। ସେନା ମୁଖପାତ୍ର କହିଛନ୍ତି, ଯଦି ଦାବି ପୂରଣ ନହୁଏ ତେବେ ଆନ୍ଦୋଳନ ତୀବ୍ର କରାଯିବ। xyxy=(386,811,558,1006)
station-cell: ବାଲେଶ୍ୱର xyxy=(1271,1066,1355,1081)
station-cell: ଚକ୍ରଧରପୁର xyxy=(1271,1111,1355,1126)
time-cell: 22.10 xyxy=(1355,1111,1421,1126)
station-cell: ଟାଟାନଗର xyxy=(1271,1096,1355,1111)
aama-aitihya-badge xyxy=(108,76,220,142)
time-cell: 09.55 xyxy=(1140,1066,1206,1081)
omc-cell: 2 xyxy=(207,1923,233,1959)
timetable-row xyxy=(1140,1081,1487,1096)
time-cell: 18.45 xyxy=(1140,1141,1206,1156)
crime-col2: ଲୋକାଲାଇଜେସନ ଲୋକାଙ୍କ ଆଶ୍ରୟ କରି ସାହସ୍ରସ୍ପ୍ରୀତ ମଧ୍ୟ ରହିଥିଲେ। ଇଷ୍ଟେଟ ଡିଭିଜନ ପୋଲିସ ଷ୍ଟେସନ ଅଞ୍ଚଳରେ ଜଣେ ଇଷ୍ଟେଟ ମାଲିକଙ୍କ ଉପରେ ବୋମାମାଡ କରାଯାଇଥିଲା। xyxy=(260,1338,500,1397)
crime-sub-5: ଛାତ୍ରଙ୍କ ମୁଣ୍ଡକାଟ ନେଇ ଉତ୍ତେଜନା xyxy=(260,1534,471,1581)
story-headline: ପୋଲିସ ସଦ୍ଭାବନା xyxy=(386,739,523,761)
bullet-icon: ■ xyxy=(1120,1716,1141,1741)
train-right-title: ଟ୍ରେନ୍ ନଂ : 2745 ଲୋକମାନ୍ୟ ତିଳକ ଟର୍ମିନସ–ପୁରୀ xyxy=(1355,952,1487,977)
students-painting xyxy=(382,198,922,684)
crime-sub-4: ରିୟଲ ଇଷ୍ଟେଟ ମାଲିକଙ୍କ ଉପରେ ବୋମାମାଡ xyxy=(260,1403,476,1450)
ad-bullets xyxy=(1120,1580,1480,1916)
fci-file-no: File No. S&S/2/OMSS(D)/2009-10 xyxy=(764,1248,926,1260)
omc-reserve: The OMC Ltd., reserves the right to reject to any or all the tenders or distribute the work among the tenderers without assigning any reason thereof. xyxy=(206,2122,732,2147)
ad-slogan: "କପର୍-ଟି ୩୮୦ ଏ" ବ୍ୟବହାର କରନ୍ତୁ, ଅବାଞ୍ଛିତ ଗର୍ଭଧାରଣରୁ ରକ୍ଷା ପାଆନ୍ତୁ। xyxy=(800,2170,1470,2210)
story-tridhara xyxy=(570,738,1126,998)
crime-sub-1: ଇଞ୍ଜିନିୟରିଂ ଛାତ୍ରଙ୍କ ହତ୍ୟା xyxy=(8,1448,241,1472)
brief-item: ୨୩ ତାରିଖ: ଇଞ୍ଜିନିୟରିଂ ଛାତ୍ରଙ୍କ ହତ୍ୟା ନେଇ ଉତ୍ତେଜନା। xyxy=(519,1397,733,1424)
story-headline: ତ୍ରିଧାରା ଶାସ୍ତ୍ରୀୟ ସଙ୍ଗୀତ ସମାରୋହ xyxy=(574,739,947,769)
time-cell: 12.05 xyxy=(1355,1171,1421,1186)
omc-cell: 2 (Two) Months xyxy=(661,1898,732,1923)
timetable-row xyxy=(1140,991,1487,1006)
time-cell: - xyxy=(1205,1216,1271,1245)
crime-intro: ଭୁବନେଶ୍ୱର: ଇଞ୍ଜିନିୟରିଂ ଛାତ୍ରୀ ଚୋରିଙ୍କ ଘଟଣା ଓ ଲୋକାଙ୍କ ଉପରେ ଆକ୍ରମଣ ପ୍ରଭୃତି ଘଟଣାରେ ରାଜଧାନୀ ଚଞ୍ଚଳ ରହିଥିଲା। ପ୍ରେମିକଙ୍କୁ ଧୋକା ଦେଇ ପ୍ରେମିକା ଉପରେ ହତ୍ୟାକାଣ୍ଡ ଘଟାଇବା ଏବଂ ଇଷ୍ଟେଟ ମାଲିକଙ୍କ ଉପରେ ବୋମାମାଡ ଭଳି ଘଟଣା ସପ୍ତାହ ଭିତରେ ଘଟିଥିଲା। ପୋଲିସ ଏହି ସମସ୍ତ ଘଟଣାର ତଦନ୍ତ କରୁଛି। xyxy=(8,1338,248,1442)
timetable-row xyxy=(1140,1006,1487,1021)
ad-bullet: ■ ଏହାକୁ ସ୍ଥାୟୀ ଗର୍ଭନିରୋଧକ ପଦ୍ଧତିର ବିକଳ୍ପ ଭାବରେ ମଧ୍ୟ ବ୍ୟବହାର କରାଯାଇପାରେ। xyxy=(1120,1820,1480,1916)
ad-footer xyxy=(780,2218,1490,2328)
timetable-row xyxy=(1140,1186,1487,1201)
time-cell: 06.25 xyxy=(1140,1006,1206,1021)
omc-cell: 138700.00 xyxy=(372,1898,452,1923)
